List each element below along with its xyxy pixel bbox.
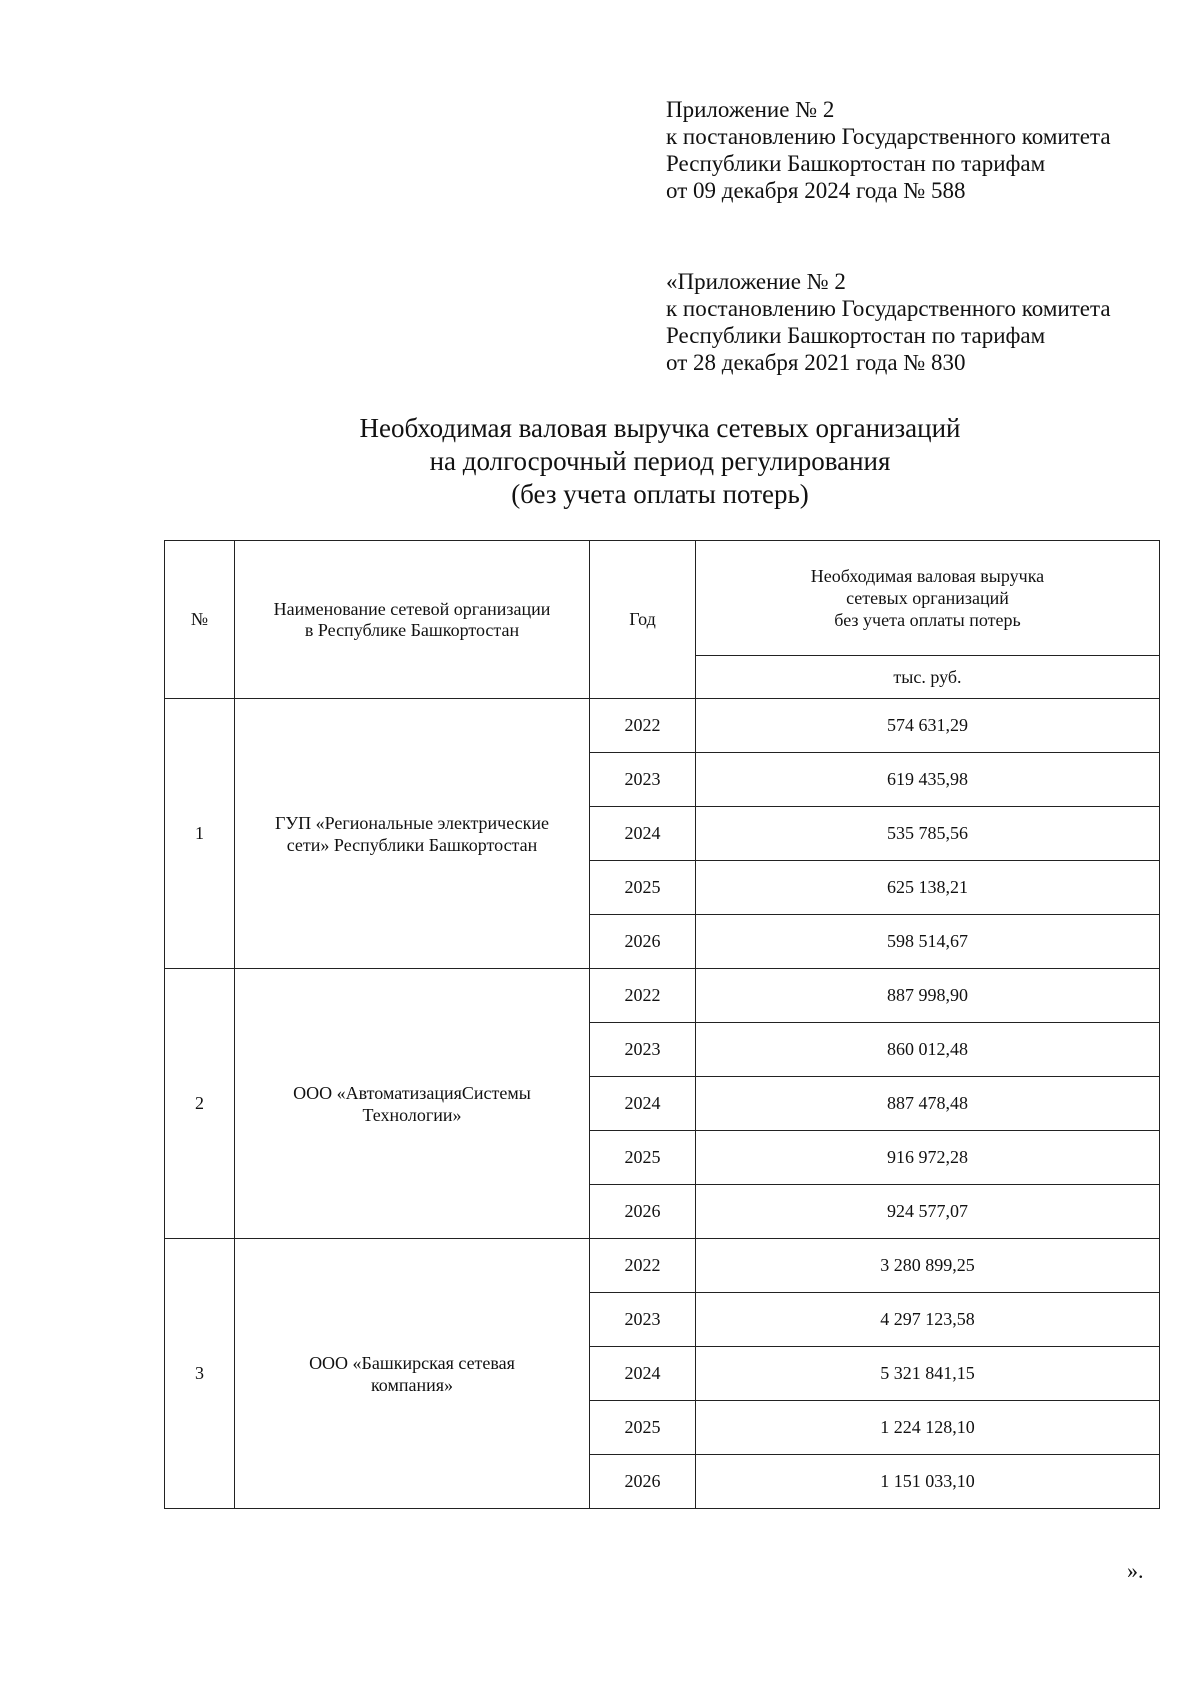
year-cell: 2024 xyxy=(590,1347,696,1401)
header-line: к постановлению Государственного комитета xyxy=(666,296,1111,321)
year-cell: 2025 xyxy=(590,861,696,915)
header-line: Приложение № 2 xyxy=(666,97,835,122)
year-cell: 2024 xyxy=(590,1077,696,1131)
org-name-line: ООО «АвтоматизацияСистемы xyxy=(293,1082,531,1103)
value-cell: 4 297 123,58 xyxy=(696,1293,1160,1347)
table-row xyxy=(165,699,1160,753)
value-cell: 625 138,21 xyxy=(696,861,1160,915)
header-name xyxy=(235,541,590,699)
org-name xyxy=(235,699,590,969)
header-line: от 09 декабря 2024 года № 588 xyxy=(666,178,966,203)
header-line: к постановлению Государственного комитета xyxy=(666,124,1111,149)
year-cell: 2025 xyxy=(590,1401,696,1455)
header-num xyxy=(165,541,235,699)
org-name-line: ООО «Башкирская сетевая xyxy=(309,1352,515,1373)
table-header-row xyxy=(165,541,1160,656)
year-cell: 2026 xyxy=(590,1455,696,1509)
header-year-text: Год xyxy=(629,609,656,629)
header-line: Республики Башкортостан по тарифам xyxy=(666,151,1046,176)
revenue-table xyxy=(164,540,1160,1509)
year-cell: 2022 xyxy=(590,969,696,1023)
org-name-line: ГУП «Региональные электрические xyxy=(274,812,550,833)
org-name-line: компания» xyxy=(370,1374,454,1395)
header-year xyxy=(590,541,696,699)
header-name-line: Наименование сетевой организации xyxy=(273,598,551,619)
closing-quote-mark: ». xyxy=(1127,1558,1144,1583)
header-unit: тыс. руб. xyxy=(696,656,1160,699)
value-cell: 924 577,07 xyxy=(696,1185,1160,1239)
header-line: Республики Башкортостан по тарифам xyxy=(666,323,1046,348)
value-cell: 887 478,48 xyxy=(696,1077,1160,1131)
value-cell: 535 785,56 xyxy=(696,807,1160,861)
org-num: 2 xyxy=(165,969,235,1239)
value-cell: 5 321 841,15 xyxy=(696,1347,1160,1401)
title-line: (без учета оплаты потерь) xyxy=(511,479,809,509)
year-cell: 2024 xyxy=(590,807,696,861)
value-cell: 887 998,90 xyxy=(696,969,1160,1023)
org-name-line: сети» Республики Башкортостан xyxy=(286,834,538,855)
value-cell: 3 280 899,25 xyxy=(696,1239,1160,1293)
year-cell: 2026 xyxy=(590,1185,696,1239)
year-cell: 2022 xyxy=(590,699,696,753)
year-cell: 2023 xyxy=(590,1023,696,1077)
year-cell: 2026 xyxy=(590,915,696,969)
org-num: 3 xyxy=(165,1239,235,1509)
org-name-line: Технологии» xyxy=(362,1104,462,1125)
table-row xyxy=(165,969,1160,1023)
header-num-text: № xyxy=(190,609,209,629)
value-cell: 598 514,67 xyxy=(696,915,1160,969)
header-line: «Приложение № 2 xyxy=(666,269,846,294)
value-cell: 574 631,29 xyxy=(696,699,1160,753)
title-line: на долгосрочный период регулирования xyxy=(429,446,891,476)
header-line: от 28 декабря 2021 года № 830 xyxy=(666,350,966,375)
value-cell: 916 972,28 xyxy=(696,1131,1160,1185)
value-cell: 619 435,98 xyxy=(696,753,1160,807)
header-value-line: без учета оплаты потерь xyxy=(834,610,1021,630)
value-cell: 1 151 033,10 xyxy=(696,1455,1160,1509)
table-row xyxy=(165,1239,1160,1293)
document-title xyxy=(160,412,1160,511)
year-cell: 2023 xyxy=(590,1293,696,1347)
org-num: 1 xyxy=(165,699,235,969)
appendix-header-current xyxy=(666,96,1186,204)
org-name xyxy=(235,1239,590,1509)
org-name xyxy=(235,969,590,1239)
value-cell: 1 224 128,10 xyxy=(696,1401,1160,1455)
header-value-line: Необходимая валовая выручка xyxy=(810,566,1045,586)
year-cell: 2022 xyxy=(590,1239,696,1293)
value-cell: 860 012,48 xyxy=(696,1023,1160,1077)
appendix-header-original xyxy=(666,268,1186,376)
header-value xyxy=(696,541,1160,656)
header-value-line: сетевых организаций xyxy=(846,588,1009,608)
header-name-line: в Республике Башкортостан xyxy=(304,619,520,640)
title-line: Необходимая валовая выручка сетевых организаций xyxy=(359,413,961,443)
year-cell: 2025 xyxy=(590,1131,696,1185)
year-cell: 2023 xyxy=(590,753,696,807)
